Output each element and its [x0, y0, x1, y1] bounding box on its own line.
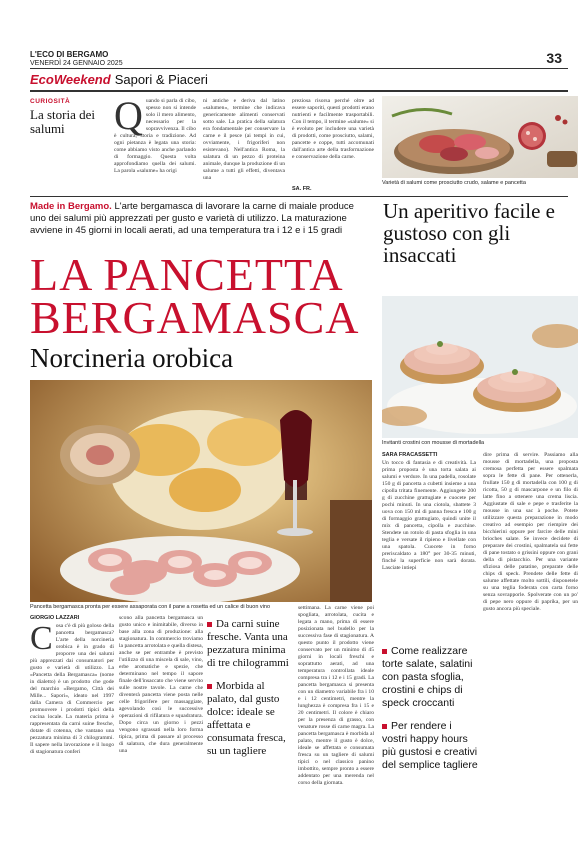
drop-cap-q: Q [114, 98, 143, 138]
box-divider [30, 196, 568, 197]
side-column-2: dire prima di servire. Passiamo alla mousse di mortadella, una proposta cremosa perfetta per essere spalmata sopra le fette di pane. Per ottenerla, frullate 150 g di mortadella con 100 g di ricotta, 50 g di mascarpone e un filo di latte fino a ottenere una crema liscia. Aggiustate di sale e pepe e trasferite la mousse in una sac à poche. Potete utilizzare questa preparazione in modo creativo ad esempio per riempire dei bicchierini oppure per farcire delle mini brioches salate. Se invece decidete di preparare dei crostini, spalmatela sui fette di pane tostato o grissini oppure con grani della di pistacchio. Per una variante sfiziosa delle patatine, preparate delle chips di speck. Prendete delle fette di salume affettate molto sottili, disponetele su una teglia foderata con carta forno senza sovrapporle. Spolverate con un po' di pepe nero oppure di paprika, per un gusto ancora più speciale. [483, 452, 578, 612]
main-column-1: Cosa c'è di più goloso della pancetta bergamasca? L'arte della norcineria orobica è in grado di proporre una dei salumi più apprezzati dai consumatori per gusto e varietà di utilizzo. La «Pancetta della Bergamasca» (nome in dialetto) è un prodotto che gode del marchio «Bergamo, Città dei Mille... Sapori», ideato nel 1997 dalla Camera di Commercio per promuovere i prodotti tipici della cucina locale. La materia prima è rappresentata da carni suine fresche, dotate di cotenna, che vantano una pezzatura minima di 3 chilogrammi. Il sapere nella lavorazione e il luogo di stagionatura conferi [30, 623, 114, 755]
side-column-1: Un tocco di fantasia e di creatività. La prima proposta è una torta salata ai salumi e verdure. In una padella, rosolate 150 g di pancetta a cubetti insieme a una cipolla tritata finemente. Aggiungete 200 g di zucchine grattugiate e cuocete per pochi minuti. In una ciotola, sbattete 3 uova con 150 ml di panna fresca e 100 g di formaggio grattugiato, quindi unite il mix di pancetta, cipolla e zucchine. Stendete un rotolo di pasta sfoglia in una teglia e versate il ripieno e livellate con una spatola. Cuocete in forno preriscaldato a 180° per 30-35 minuti, finché la superficie non sarà dorata. Lasciate intiepi [382, 460, 476, 571]
box-column-2: ni antiche e deriva dal latino «salumen», termine che indicava genericamente alimenti conservati sotto sale. La pratica della salatura era fondamentale per conservare la carne e il pesce (ai tempi in cui, ovviamente, i frigoriferi non esistevano). Nell'antica Roma, la salatura di un pezzo di proteina animale, dunque la produzione di un salume a tutti gli effetti, diventava una [203, 98, 285, 181]
box-column-1: Quando si parla di cibo, spesso non si intende solo il mero alimento, necessario per la sopravvivenza. Il cibo è cultura, storia e tradizione. Ad ogni pietanza è legata una storia: come abbiamo visto anche parlando di formaggio. Questa volta approfondiamo quella dei salumi. La parola «salume» ha origi [114, 98, 196, 174]
box-kicker: CURIOSITÀ [30, 98, 71, 105]
made-in-label: Made in Bergamo. [30, 201, 112, 212]
box-title: La storia dei salumi [30, 107, 95, 136]
issue-date: VENERDÌ 24 GENNAIO 2025 [30, 60, 123, 67]
box-column-3: preziosa risorsa perché oltre ad essere saporiti, questi prodotti erano nutrienti e facilmente trasportabili. Con il tempo, il termine «salume» si è evoluto per includere una varietà di prodotti, come prosciutto, salami, pancette e coppe, tutti accomunati dall'antica arte della trasformazione e conservazione della carne. [292, 98, 374, 160]
main-bullet-1: Da carni suine fresche. Vanta una pezzatura minima di tre chilogrammi [207, 618, 289, 669]
side-photo-caption: Invitanti crostini con mousse di mortadella [382, 440, 485, 446]
side-bullet-1: Come realizzare torte salate, salatini con pasta sfoglia, crostini e chips di speck croccanti [382, 645, 473, 709]
page-number: 33 [546, 50, 562, 66]
section-header [30, 72, 208, 87]
box-byline: SA. FR. [292, 186, 312, 192]
main-byline: GIORGIO LAZZARI [30, 615, 80, 621]
top-photo-caption: Varietà di salumi come prosciutto crudo, salame e pancetta [382, 180, 526, 186]
section-divider [30, 90, 568, 92]
drop-cap-c: C [30, 623, 53, 657]
side-byline: SARA FRACASSETTI [382, 452, 438, 458]
made-in-bergamo-intro [30, 201, 372, 237]
headline-line-2: BERGAMASCA [30, 292, 360, 343]
side-bullet-2: Per rendere i vostri happy hours più gustosi e creativi del semplice tagliere [382, 720, 478, 771]
masthead [30, 50, 123, 68]
main-photo-caption: Pancetta bergamasca pronta per essere assaporata con il pane a rosetta ed un calice di buon vino [30, 604, 271, 610]
crostini-photo [382, 296, 578, 438]
main-column-3: settimana. La carne viene poi spogliata, arrotolata, cucita e legata a mano, prima di essere posizionata nel budello per la successiva fase di stagionatura. A questo punto il prodotto viene conservato per un minimo di 45 giorni in locali freschi e soprattutto aerati, ad una temperatura controllata ideale compresa tra i 12 e i 15 gradi. La pancetta bergamasca si presenta con un diametro variabile fra i 10 e i 12 centimetri, mentre la lunghezza è compresa fra i 15 e 20 centimetri. Il colore è chiaro per la presenza di grasso, con venature rosse di carne magra. La pancetta bergamasca è morbida al palato, mentre il gusto è dolce, ideale se affettata e consumata fresca su un tagliere di salumi tipici o nel classico panino imbottito, sempre pronto a essere addentato per una merenda nel corso della giornata. [298, 605, 374, 786]
newspaper-name: L'ECO DI BERGAMO [30, 50, 109, 59]
pancetta-photo [30, 380, 372, 602]
main-bullet-2: Morbida al palato, dal gusto dolce: ideale se affettata e consumata fresca, su un tagliere [207, 680, 286, 757]
side-headline: Un aperitivo facile e gustoso con gli insaccati [383, 199, 555, 267]
section-title: Sapori & Piaceri [114, 72, 208, 87]
salumi-photo [382, 96, 578, 178]
side-bullets [382, 645, 478, 772]
headline-line-1: LA PANCETTA [30, 249, 344, 300]
main-bullets [207, 618, 294, 758]
section-brand: EcoWeekend [30, 72, 111, 87]
main-column-2: scono alla pancetta bergamasca un gusto unico e inimitabile, diverso in base alla zona di produzione: alla stagionatura. In commercio troviamo la pancetta arrotolata e quella distesa, anche se per entrambe è previsto l'utilizzo di una miscela di sale, vino, erbe aromatiche e spezie, che determinano nel tempo il sapore finale dell'insaccato che viene servito sulle nostre tavole. La carne che diventerà pancetta viene posta nelle celle frigorifere per massaggiate, agevolando così le successive operazioni di rifilatura e squadratura. Dopo circa un giorno i pezzi vengono sgrassati nella loro forma tipica, prima di passare al processo di salatura, che dura generalmente una [119, 615, 203, 754]
made-in-text: L'arte bergamasca di lavorare la carne di maiale produce uno dei salumi più apprezzati per gusto e varietà di utilizzo. La maturazione avviene in 45 giorni in locali aerati, ad una temperatura tra i 12 e i 15 gradi [30, 201, 354, 236]
masthead-divider [30, 68, 568, 69]
headline-subtitle: Norcineria orobica [30, 343, 234, 373]
